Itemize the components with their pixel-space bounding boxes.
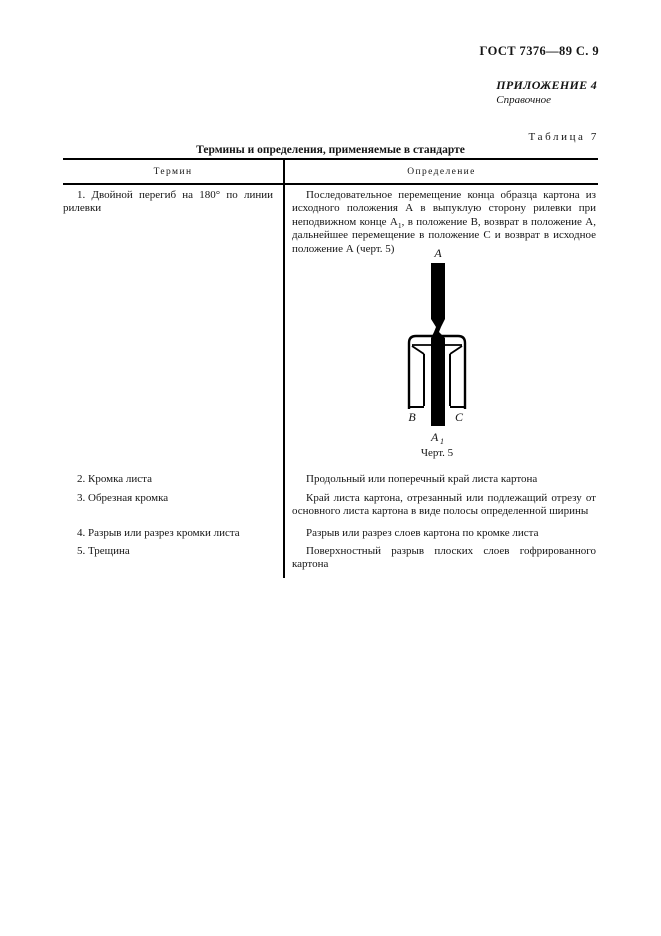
definition-cell bbox=[283, 185, 598, 468]
term-cell bbox=[63, 489, 283, 521]
appendix-subtitle: Справочное bbox=[496, 94, 552, 106]
table-row bbox=[63, 489, 598, 521]
term-text: 3. Обрезная кромка bbox=[77, 491, 169, 504]
definition-text-part: Последовательное перемещение конца образца картона из исходного положения А в выпуклую сторону рилевки при неподвижном конце А bbox=[292, 189, 596, 228]
table-header-row bbox=[63, 160, 598, 185]
table-row bbox=[63, 185, 598, 468]
column-header-term: Термин bbox=[153, 167, 193, 177]
crease-fold-test-diagram bbox=[395, 244, 479, 444]
fixture-chamfer-right bbox=[450, 346, 462, 354]
definition-subscript: 1 bbox=[397, 221, 402, 230]
definition-cell bbox=[283, 489, 598, 521]
table-number-label: Таблица 7 bbox=[528, 131, 599, 143]
definition-cell bbox=[283, 542, 598, 578]
term-text: 1. Двойной перегиб на 180° по линии рилевки bbox=[63, 189, 273, 215]
definition-text-part: , в положение В, возврат в положение А, дальнейшее перемещение в положение С и возврат в исходное положение А (черт. 5) bbox=[292, 215, 596, 255]
figure-5 bbox=[395, 244, 479, 460]
definition-cell bbox=[283, 521, 598, 542]
fixture-chamfer-left bbox=[412, 346, 424, 354]
definition-text: Продольный или поперечный край листа картона bbox=[306, 473, 538, 486]
table-title: Термины и определения, применяемые в стандарте bbox=[196, 144, 465, 156]
term-text: 4. Разрыв или разрез кромки листа bbox=[77, 526, 240, 539]
term-cell bbox=[63, 468, 283, 488]
definition-cell bbox=[283, 468, 598, 488]
figure-label-a1-subscript: 1 bbox=[440, 437, 444, 445]
table-row bbox=[63, 521, 598, 542]
term-cell bbox=[63, 521, 283, 542]
definition-text: Край листа картона, отрезанный или подлежащий отрезу от основного листа картона в виде полосы определенной ширины bbox=[292, 491, 596, 518]
table-row bbox=[63, 542, 598, 578]
appendix-title: ПРИЛОЖЕНИЕ 4 bbox=[496, 78, 597, 92]
appendix-block bbox=[496, 78, 597, 106]
figure-label-a1: A bbox=[431, 430, 439, 445]
column-header-definition: Определение bbox=[283, 160, 598, 183]
term-cell bbox=[63, 185, 283, 468]
term-text: 2. Кромка листа bbox=[77, 473, 152, 486]
table-row bbox=[63, 468, 598, 488]
definition-text: Разрыв или разрез слоев картона по кромке листа bbox=[306, 526, 539, 539]
definition-text: Поверхностный разрыв плоских слоев гофрированного картона bbox=[292, 545, 596, 571]
figure-label-c: C bbox=[454, 410, 464, 425]
figure-label-a: A bbox=[434, 246, 442, 261]
page-header: ГОСТ 7376—89 С. 9 bbox=[479, 44, 599, 58]
term-cell bbox=[63, 542, 283, 578]
term-text: 5. Трещина bbox=[77, 545, 130, 558]
figure-label-b: B bbox=[408, 410, 416, 425]
figure-caption: Черт. 5 bbox=[420, 447, 454, 460]
terms-definitions-table bbox=[63, 158, 598, 578]
